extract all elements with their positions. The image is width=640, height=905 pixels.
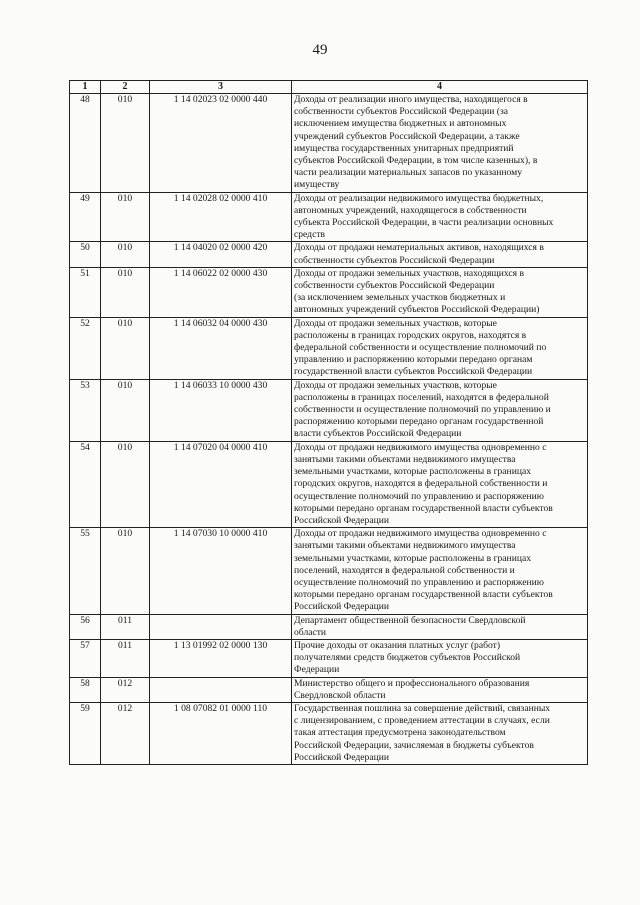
description-line: Доходы от реализации иного имущества, находящегося в [294, 94, 528, 105]
description-line: Государственная пошлина за совершение действий, связанных [294, 702, 551, 714]
budget-code-cell: 1 14 07020 04 0000 410 [150, 441, 292, 527]
budget-code-cell: 1 13 01992 02 0000 130 [150, 639, 292, 677]
budget-code-cell: 1 14 06033 10 0000 430 [150, 379, 292, 441]
row-number-cell: 51 [70, 267, 101, 317]
budget-code-cell: 1 14 06022 02 0000 430 [150, 267, 292, 317]
description-cell [292, 702, 588, 764]
description-line: автономных учреждений, находящегося в собственности [294, 204, 527, 216]
page-number: 49 [312, 42, 328, 58]
budget-code-cell: 1 14 02028 02 0000 410 [150, 192, 292, 242]
table-row [70, 192, 588, 242]
row-number-cell: 55 [70, 528, 101, 614]
description-line: осуществление полномочий по управлению и распоряжению [294, 490, 544, 502]
description-line: занятыми такими объектами недвижимого имущества [294, 540, 516, 552]
row-number-cell: 52 [70, 317, 101, 379]
description-line: занятыми такими объектами недвижимого имущества [294, 453, 516, 465]
table-row [70, 441, 588, 527]
row-number-cell: 50 [70, 242, 101, 267]
description-line: Доходы от реализации недвижимого имущества бюджетных, [294, 192, 544, 204]
row-number-cell: 53 [70, 379, 101, 441]
row-number-cell: 59 [70, 702, 101, 764]
admin-code-cell: 010 [101, 242, 150, 267]
description-line: Российской Федерации [294, 751, 389, 763]
row-number-cell: 48 [70, 94, 101, 193]
description-line: государственной власти субъектов Российской Федерации [294, 366, 533, 378]
description-cell [292, 639, 588, 677]
budget-code-cell [150, 614, 292, 639]
description-line: получателями средств бюджетов субъектов Российской [294, 652, 521, 664]
description-line: такая аттестация предусмотрена законодательством [294, 727, 506, 739]
row-number-cell: 56 [70, 614, 101, 639]
table-body [70, 94, 588, 765]
description-line: учреждений субъектов Российской Федерации, а также [294, 130, 520, 142]
description-cell [292, 94, 588, 193]
description-line: Прочие доходы от оказания платных услуг (работ) [294, 639, 501, 651]
description-line: Доходы от продажи недвижимого имущества одновременно с [294, 441, 547, 453]
description-line: Свердловской области [294, 689, 386, 701]
description-line: Доходы от продажи нематериальных активов, находящихся в [294, 242, 544, 254]
description-line: Доходы от продажи земельных участков, находящихся в [294, 267, 525, 279]
description-line: федеральной собственности и осуществление полномочий по [294, 342, 547, 354]
description-line: земельными участками, которые расположены в границах [294, 552, 532, 564]
table-header-row [70, 81, 588, 94]
description-line: Доходы от продажи недвижимого имущества одновременно с [294, 528, 547, 540]
admin-code-cell: 010 [101, 267, 150, 317]
admin-code-cell: 011 [101, 639, 150, 677]
table-row [70, 94, 588, 193]
description-line: Российской Федерации [294, 514, 389, 526]
description-cell [292, 528, 588, 614]
table-row [70, 702, 588, 764]
admin-code-cell: 011 [101, 614, 150, 639]
row-number-cell: 57 [70, 639, 101, 677]
description-line: имуществу [294, 179, 340, 191]
admin-code-cell: 010 [101, 379, 150, 441]
description-line: средств [294, 229, 326, 241]
row-number-cell: 54 [70, 441, 101, 527]
description-line: с лицензированием, с проведением аттестации в случаях, если [294, 715, 550, 727]
admin-code-cell: 010 [101, 192, 150, 242]
description-line: городских округов, находятся в федеральной собственности и [294, 478, 548, 490]
column-header: 2 [101, 81, 150, 94]
description-line: осуществление полномочий по управлению и распоряжению [294, 576, 544, 588]
description-line: Российской Федерации, зачисляемая в бюджеты субъектов [294, 739, 534, 751]
description-line: расположены в границах поселений, находятся в федеральной [294, 391, 549, 403]
admin-code-cell: 012 [101, 677, 150, 702]
row-number-cell: 49 [70, 192, 101, 242]
description-cell [292, 317, 588, 379]
admin-code-cell: 010 [101, 94, 150, 193]
table-row [70, 677, 588, 702]
description-line: собственности и осуществление полномочий по управлению и [294, 404, 551, 416]
description-line: Федерации [294, 664, 340, 676]
description-cell [292, 242, 588, 267]
description-line: субъекта Российской Федерации, в части реализации основных [294, 217, 554, 229]
budget-code-cell: 1 08 07082 01 0000 110 [150, 702, 292, 764]
description-line: расположены в границах городских округов, находятся в [294, 329, 527, 341]
description-line: которыми передано органам государственной власти субъектов [294, 502, 553, 514]
description-line: Министерство общего и профессионального образования [294, 677, 530, 689]
description-line: власти субъектов Российской Федерации [294, 428, 462, 440]
admin-code-cell: 012 [101, 702, 150, 764]
description-line: Российской Федерации [294, 601, 389, 613]
description-line: исключением имущества бюджетных и автономных [294, 118, 507, 130]
description-line: субъектов Российской Федерации, в том числе казенных), в [294, 155, 538, 167]
admin-code-cell: 010 [101, 528, 150, 614]
table-row [70, 242, 588, 267]
description-line: Доходы от продажи земельных участков, которые [294, 379, 497, 391]
revenue-codes-table [69, 80, 588, 765]
table-row [70, 379, 588, 441]
table-row [70, 614, 588, 639]
description-line: автономных учреждений субъектов Российской Федерации) [294, 304, 540, 316]
admin-code-cell: 010 [101, 441, 150, 527]
budget-code-cell: 1 14 06032 04 0000 430 [150, 317, 292, 379]
column-header: 1 [70, 81, 101, 94]
budget-code-cell: 1 14 07030 10 0000 410 [150, 528, 292, 614]
admin-code-cell: 010 [101, 317, 150, 379]
budget-code-cell [150, 677, 292, 702]
description-line: собственности субъектов Российской Федерации [294, 280, 495, 292]
description-line: которыми передано органам государственной власти субъектов [294, 589, 553, 601]
table-row [70, 528, 588, 614]
description-line: управлению и распоряжению которыми передано органам [294, 354, 533, 366]
description-line: собственности субъектов Российской Федерации (за [294, 106, 509, 118]
description-cell [292, 267, 588, 317]
description-line: части реализации материальных запасов по указанному [294, 167, 523, 179]
description-line: Департамент общественной безопасности Свердловской [294, 614, 526, 626]
description-cell [292, 379, 588, 441]
description-line: области [294, 626, 327, 638]
column-header: 4 [292, 81, 588, 94]
budget-code-cell: 1 14 04020 02 0000 420 [150, 242, 292, 267]
budget-code-cell: 1 14 02023 02 0000 440 [150, 94, 292, 193]
description-line: Доходы от продажи земельных участков, которые [294, 317, 497, 329]
description-line: собственности субъектов Российской Федерации [294, 254, 495, 266]
description-line: земельными участками, которые расположены в границах [294, 466, 532, 478]
table-row [70, 639, 588, 677]
description-cell [292, 614, 588, 639]
description-cell [292, 441, 588, 527]
description-cell [292, 192, 588, 242]
description-line: (за исключением земельных участков бюджетных и [294, 292, 506, 304]
column-header: 3 [150, 81, 292, 94]
table-row [70, 267, 588, 317]
description-line: поселений, находятся в федеральной собственности и [294, 564, 515, 576]
row-number-cell: 58 [70, 677, 101, 702]
description-line: распоряжению которыми передано органам государственной [294, 416, 544, 428]
description-line: имущества государственных унитарных предприятий [294, 142, 514, 154]
table-row [70, 317, 588, 379]
description-cell [292, 677, 588, 702]
